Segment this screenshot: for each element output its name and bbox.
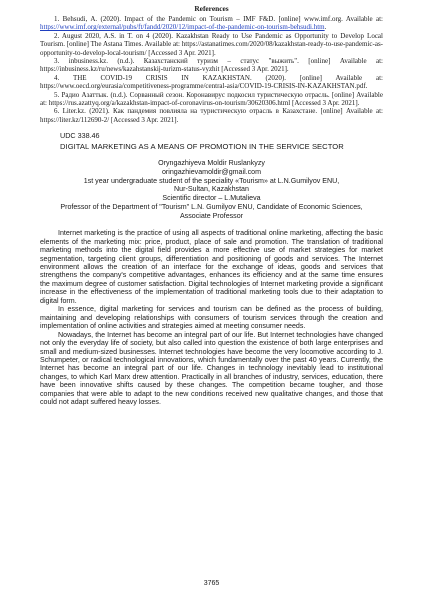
author-affiliation: 1st year undergraduate student of the speciality «Tourism» at L.N.Gumilyov ENU, [83, 176, 340, 185]
reference-item-6: 6. Liter.kz. (2021). Как пандемия повлияла на туристическую отрасль в Казахстане. [online] Available at: https://liter.kz/112690-2/ [Accessed 3 Apr. 2021]. [40, 107, 383, 124]
director-position: Professor of the Department of "Tourism" L.N. Gumilyov ENU, Candidate of Economic Sciences, [60, 202, 363, 211]
reference-item-2: 2. August 2020, A.S. in T. on 4 (2020). Kazakhstan Ready to Use Pandemic as Opportunity to Develop Local Tourism. [online] The Astana Times. Available at: https://astanatimes.com/2020/08/kazakhstan-ready-to-use-pandemic-as-opportunity-to-develop-local-tourism/ [Accessed 3 Apr. 2021]. [40, 31, 383, 57]
page-number: 3765 [203, 580, 220, 587]
body-paragraph-3: Nowadays, the Internet has become an integral part of our life. But Internet technologies have changed not only the everyday life of society, but also called into question the existence of both large enterprises and small and medium-sized businesses. Internet technologies have become the very locomotive according to J. Schumpeter, or radical technological innovations, which fundamentally over the past 40 years. Currently, the Internet has become an integral part of our life. Changes in technology inevitably lead to institutional changes, to which Karl Marx drew attention. Practically in all branches of industry, services, education, there have been innovative shifts caused by these changes. The competition became tougher, and those companies that were able to adapt to the new conditions received new qualitative changes, and those that could not adapt suffered heavy losses. [40, 330, 383, 407]
reference-item-4: 4. THE COVID-19 CRISIS IN KAZAKHSTAN. (2020). [online] Available at: https://www.oecd.org/eurasia/competitiveness-programme/central-asia/COVID-19-CRISIS-IN-KAZAKHSTAN.pdf. [40, 73, 383, 91]
references-heading: References [194, 4, 229, 13]
author-location: Nur-Sultan, Kazakhstan [174, 185, 249, 194]
reference-item-3: 3. inbusiness.kz. (n.d.). Казахстанский туризм – статус "выжить". [online] Available at: https://inbusiness.kz/ru/news/kazahstanskij-turizm-status-vyzhit [Accessed 3 Apr. 2021]. [40, 57, 383, 74]
body-paragraph-1: Internet marketing is the practice of using all aspects of traditional online marketing, affecting the basic elements of the marketing mix: price, product, place of sale and promotion. The translation of traditional marketing methods into the digital field provides a more effective use of market strategies for market segmentation, targeting client groups, differentiation and positioning of goods and services. The Internet environment allows the creation of an interface for the exchange of ideas, goods and services that strengthens the company's competitive advantages, enhances its efficiency and at the same time ensures the maximum degree of customer satisfaction. Digital technologies of Internet marketing provide a significant increase in the effectiveness of the implementation of traditional marketing tools due to their adaptation to digital form. [40, 229, 383, 305]
reference-item-1: 1. Behsudi, A. (2020). Impact of the Pandemic on Tourism – IMF F&D. [online] www.imf.org. Available at: https://www.imf.org/external/pubs/ft/fandd/2020/12/impact-of-the-pandemic-on-tourism-behsudi.htm. [40, 15, 383, 32]
reference-item-5: 5. Радио Азаттык. (n.d.). Сорванный сезон. Коронавирус подкосил туристическую отрасль. [online] Available at: https://rus.azattyq.org/a/kazakhstan-impact-of-coronavirus-on-tourism/30620306.html [Accessed 3 Apr. 2021]. [40, 90, 383, 108]
body-paragraph-2: In essence, digital marketing for services and tourism can be defined as the process of building, maintaining and developing relationships with consumers of tourism services through the creation and implementation of online activities and strategies aimed at meeting consumer needs. [40, 305, 383, 331]
udc-code: UDC 338.46 [60, 131, 100, 141]
author-email: oringazhievamoldir@gmail.com [161, 167, 262, 176]
director-title: Associate Professor [179, 211, 244, 220]
author-block [40, 159, 383, 220]
article-title: DIGITAL MARKETING AS A MEANS OF PROMOTION IN THE SERVICE SECTOR [60, 142, 344, 152]
scientific-director: Scientific director – L.Mutalieva [162, 194, 261, 203]
article-body [40, 229, 383, 407]
reference-link-1[interactable]: https://www.imf.org/external/pubs/ft/fandd/2020/12/impact-of-the-pandemic-on-tourism-behsudi.htm [40, 23, 325, 32]
author-name: Oryngazhiyeva Moldir Ruslankyzy [158, 159, 265, 168]
